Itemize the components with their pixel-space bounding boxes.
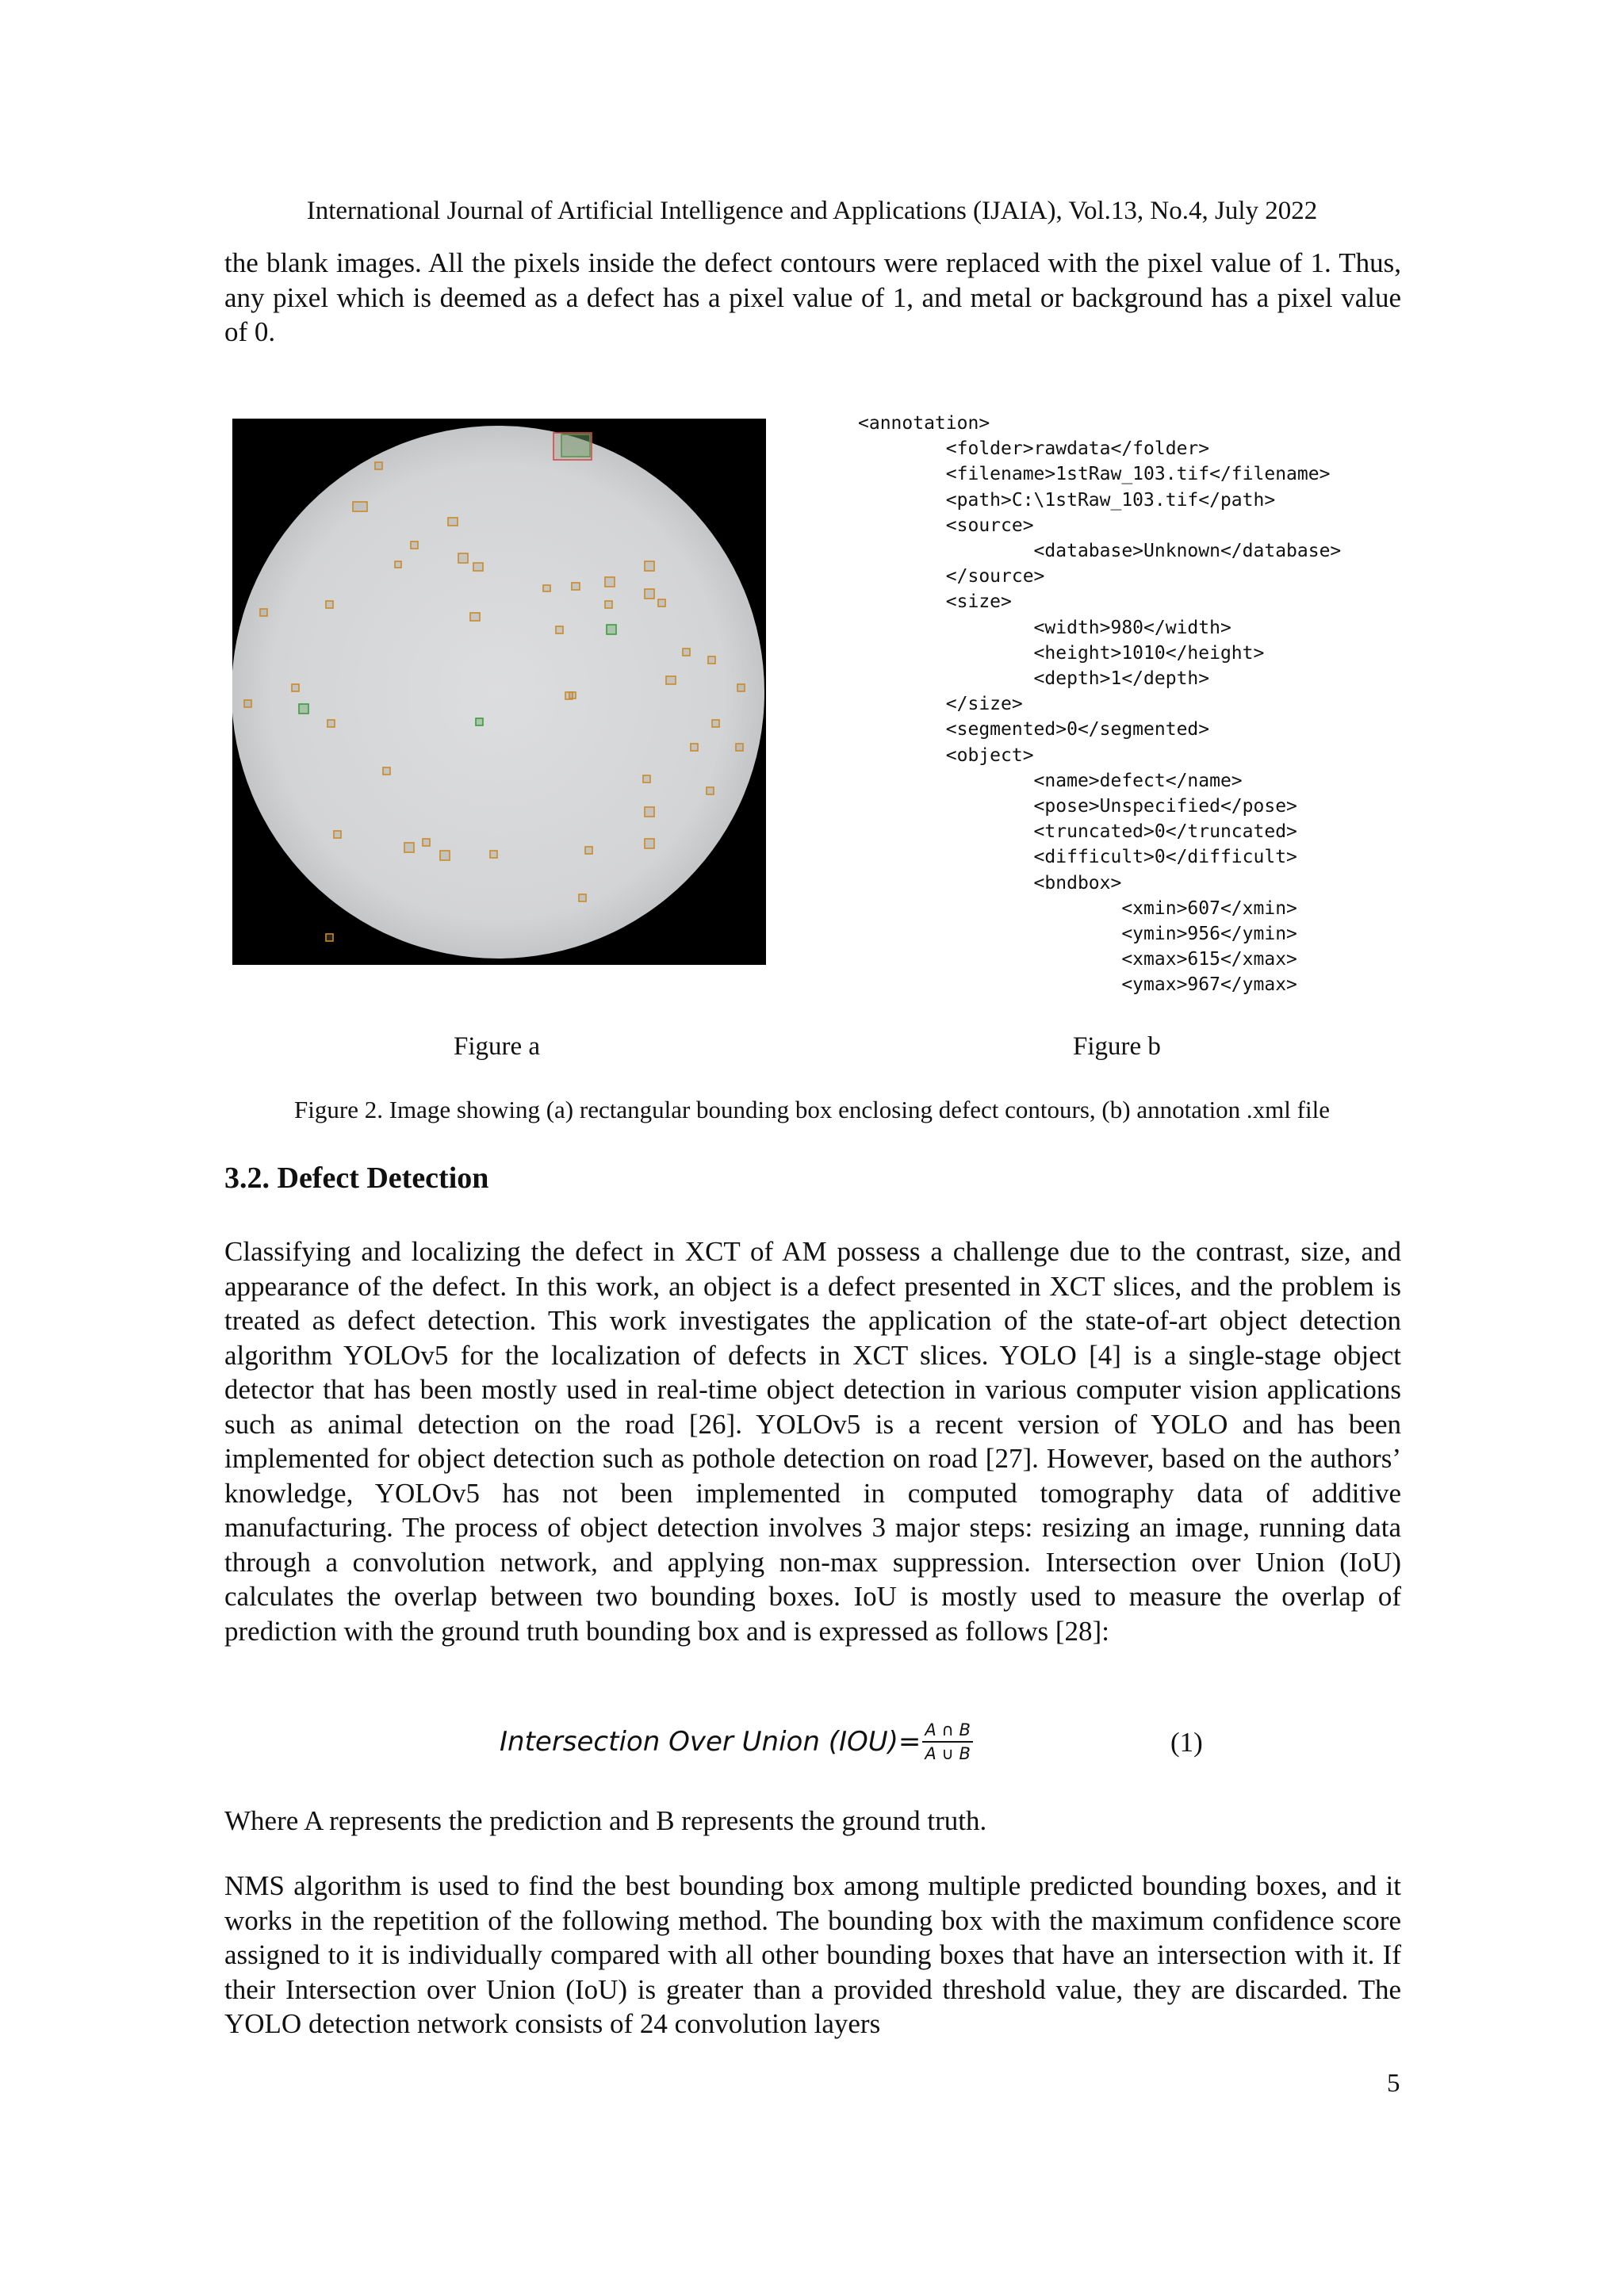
figure-b-annotation-xml	[858, 411, 1341, 998]
defect-bounding-box	[666, 676, 676, 684]
defect-bounding-box	[712, 720, 719, 727]
xml-line: <truncated>0</truncated>	[858, 821, 1297, 843]
xml-line: <width>980</width>	[858, 617, 1231, 638]
defect-bounding-box	[643, 775, 650, 783]
xml-line: </size>	[858, 694, 1023, 715]
figure-a-xct-image	[232, 419, 766, 965]
xml-line: <ymin>956</ymin>	[858, 924, 1297, 945]
defect-bounding-box	[737, 684, 745, 691]
defect-bounding-box	[470, 613, 480, 621]
defect-bounding-box	[327, 720, 335, 727]
defect-bounding-box	[543, 585, 550, 591]
defect-bounding-box	[476, 718, 483, 725]
xml-line: <source>	[858, 515, 1034, 536]
xml-line: <segmented>0</segmented>	[858, 719, 1210, 740]
defect-bounding-box	[440, 851, 450, 860]
defect-bounding-box	[585, 847, 592, 854]
defect-bounding-box	[458, 553, 468, 563]
figure-caption: Figure 2. Image showing (a) rectangular bounding box enclosing defect contours, (b) annotation .xml file	[294, 1096, 1330, 1123]
xml-line: <ymax>967</ymax>	[858, 974, 1297, 996]
defect-bounding-box	[645, 807, 654, 817]
defect-bounding-box	[411, 541, 418, 549]
defect-bounding-box	[605, 577, 615, 587]
xml-line: <bndbox>	[858, 872, 1122, 894]
xml-line: <name>defect</name>	[858, 770, 1243, 791]
page-number: 5	[1387, 2069, 1400, 2098]
xct-disk	[232, 426, 764, 959]
xml-line: <size>	[858, 591, 1012, 613]
defect-bounding-box	[572, 583, 580, 590]
xct-slice-graphic	[232, 419, 766, 965]
defect-bounding-box	[645, 589, 654, 599]
defect-bounding-box	[553, 433, 592, 460]
defect-bounding-box	[423, 839, 430, 846]
defect-bounding-box	[260, 609, 267, 616]
defect-bounding-box	[299, 704, 308, 714]
equation-fraction	[922, 1720, 973, 1763]
equation-number: (1)	[1170, 1727, 1203, 1758]
xml-line: <xmax>615</xmax>	[858, 949, 1297, 970]
defect-bounding-box	[375, 462, 382, 469]
figure-a-label: Figure a	[454, 1032, 541, 1061]
defect-bounding-box	[334, 831, 341, 838]
equation-numerator: A ∩ B	[922, 1720, 973, 1743]
xml-line: <database>Unknown</database>	[858, 541, 1342, 562]
equation-lhs: Intersection Over Union (IOU)=	[500, 1726, 921, 1758]
defect-bounding-box	[736, 744, 743, 751]
section-title: 3.2. Defect Detection	[224, 1161, 489, 1195]
figure-b-label: Figure b	[1073, 1032, 1161, 1061]
defect-bounding-box	[448, 518, 458, 526]
defect-bounding-box	[383, 767, 390, 775]
defect-bounding-box	[708, 656, 715, 664]
xml-line: <annotation>	[858, 413, 990, 434]
defect-bounding-box	[579, 894, 586, 901]
defect-bounding-box	[607, 625, 616, 634]
defect-bounding-box	[404, 843, 414, 852]
body-paragraph-2: Where A represents the prediction and B represents the ground truth.	[224, 1805, 987, 1836]
defect-bounding-box	[707, 787, 714, 794]
equation-denominator: A ∪ B	[925, 1744, 971, 1763]
body-paragraph-1: Classifying and localizing the defect in XCT of AM possess a challenge due to the contrast, size, and appearance of the defect. In this work, an object is a defect presented in XCT slices, and the problem is treated as defect detection. This work investigates the application of the state-of-art object detection algorithm YOLOv5 for the localization of defects in XCT slices. YOLO [4] is a single-stage object detector that has been mostly used in real-time object detection in various computer vision applications such as animal detection on the road [26]. YOLOv5 is a recent version of YOLO and has been implemented for object detection such as pothole detection on road [27]. However, based on the authors’ knowledge, YOLOv5 has not been implemented in computed tomography data of additive manufacturing. The process of object detection involves 3 major steps: resizing an image, running data through a convolution network, and applying non-max suppression. Intersection over Union (IoU) calculates the overlap between two bounding boxes. IoU is mostly used to measure the overlap of prediction with the ground truth bounding box and is expressed as follows [28]:	[224, 1236, 1401, 1647]
defect-bounding-box	[326, 934, 333, 941]
defect-bounding-box	[490, 851, 497, 858]
iou-equation	[500, 1720, 973, 1763]
defect-bounding-box	[605, 601, 612, 608]
xml-line: <difficult>0</difficult>	[858, 847, 1297, 868]
defect-bounding-box	[658, 599, 665, 607]
xml-line: <height>1010</height>	[858, 642, 1265, 664]
xml-line: <depth>1</depth>	[858, 668, 1210, 690]
defect-bounding-box	[353, 502, 367, 511]
xml-line: <xmin>607</xmin>	[858, 897, 1297, 919]
xml-line: </source>	[858, 566, 1045, 587]
xml-line: <path>C:\1stRaw_103.tif</path>	[858, 489, 1276, 511]
xml-line: <object>	[858, 744, 1034, 766]
defect-bounding-box	[244, 700, 251, 707]
defect-bounding-box	[645, 839, 654, 848]
defect-bounding-box	[691, 744, 698, 751]
defect-bounding-box	[556, 626, 563, 633]
body-paragraph-3: NMS algorithm is used to find the best bounding box among multiple predicted bounding boxes, and it works in the repetition of the following method. The bounding box with the maximum confidence score assigned to it is individually compared with all other bounding boxes that have an intersection with it. If their Intersection over Union (IoU) is greater than a provided threshold value, they are discarded. The YOLO detection network consists of 24 convolution layers	[224, 1870, 1401, 2039]
xml-line: <pose>Unspecified</pose>	[858, 796, 1297, 817]
defect-bounding-box	[683, 649, 690, 656]
xml-line: <filename>1stRaw_103.tif</filename>	[858, 464, 1331, 485]
journal-header: International Journal of Artificial Intelligence and Applications (IJAIA), Vol.13, No.4, July 2022	[306, 197, 1318, 225]
defect-bounding-box	[473, 563, 483, 571]
defect-bounding-box	[645, 561, 654, 571]
defect-bounding-box	[569, 692, 576, 698]
defect-bounding-box	[292, 684, 299, 691]
defect-bounding-box	[395, 561, 401, 568]
xml-line: <folder>rawdata</folder>	[858, 438, 1210, 460]
intro-paragraph: the blank images. All the pixels inside the defect contours were replaced with the pixel value of 1. Thus, any pixel which is deemed as a defect has a pixel value of 1, and metal or background has a pixel value of 0.	[224, 247, 1401, 347]
defect-bounding-box	[326, 601, 333, 608]
